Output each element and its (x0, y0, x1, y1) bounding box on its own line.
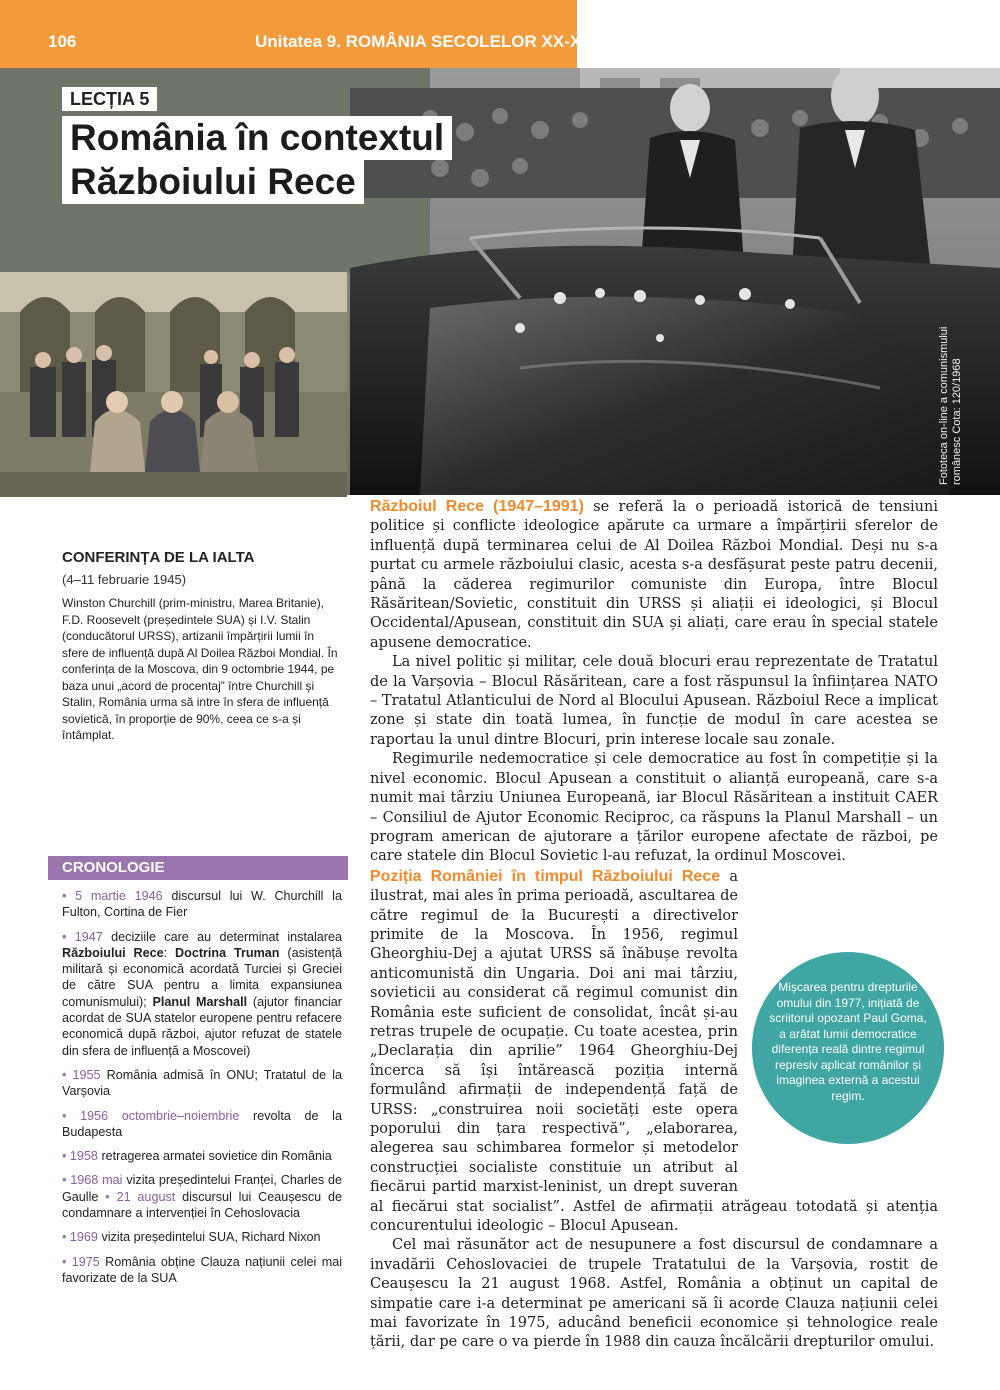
chronology-text: discursul lui W. Churchill la Fulton, Cortina de Fier (62, 889, 342, 920)
chronology-date: 1947 (74, 929, 103, 944)
chronology-item (62, 888, 342, 921)
photo-credit-line1: Fototeca on-line a comunismului (938, 326, 950, 485)
page-number: 106 (48, 32, 77, 51)
bullet-icon: • (62, 1067, 73, 1082)
yalta-photo (0, 272, 347, 497)
chronology-date: 21 august (116, 1189, 176, 1204)
body-paragraph-5: Cel mai răsunător act de nesupunere a fost discursul de condamnare a invadării Cehoslovaciei de trupele Tratatului de la Varșovia, rostit de Ceaușescu la 21 august 1968. Astfel, România a obținut un capital de simpatie care i-a determinat pe americani să îi acorde Clauza națiunii celei mai favorizate în 1975, aducând beneficii economice și tehnologice reale țării, dar pe care o va pierde în 1988 din cauza încălcării drepturilor omului. (370, 1237, 938, 1351)
chronology-date: 1956 octombrie–noiembrie (80, 1108, 240, 1123)
photo-credit-line2: românesc Cota: 120/1968 (951, 358, 963, 485)
chronology-item (62, 1172, 342, 1221)
lesson-title-line1: România în contextul (70, 117, 445, 158)
bullet-icon: • (62, 1230, 70, 1245)
chronology-text: discursul lui Ceaușescu de condamnare a intervenției în Cehoslovacia (62, 1189, 342, 1221)
lesson-title-line1-box (62, 116, 452, 160)
body-highlight: Poziția României în timpul Războiului Rece (370, 867, 721, 885)
chronology-text: retragerea armatei sovietice din România (97, 1149, 332, 1164)
chronology-date: 1968 mai (70, 1173, 123, 1188)
bullet-icon: • (62, 1108, 81, 1123)
chronology-bold: Războiului Rece (62, 945, 164, 960)
body-paragraph-3: Regimurile nedemocratice și cele democratice au fost în competiție și la nivel economic. Blocul Apusean a constituit o alianță europeană, care s-a numit mai târziu Uniunea Europeană, iar Blocul Răsăritean a instituit CAER – Consiliul de Ajutor Economic Reciproc, ca răspuns la Planul Marshall – un program american de ajutorare a țărilor europene afectate de război, pe care statele din Blocul Sovietic l-au refuzat, la ordinul Moscovei. (370, 751, 938, 865)
chronology-text: România admisă în ONU; Tratatul de la Varșovia (62, 1067, 342, 1099)
body-paragraph-1 (370, 497, 938, 653)
chronology-bold: Doctrina Truman (175, 945, 280, 960)
body-paragraph-2: La nivel politic și militar, cele două blocuri erau reprezentate de Tratatul de la Varșovia – Blocul Răsăritean, care a fost răspunsul la înființarea NATO – Tratatul Atlanticului de Nord al Blocului Apusean. Războiul Rece a implicat zone și state din toată lumea, în funcție de modul în care acestea se raportau la unul dintre Blocuri, prin interese locale sau zonale. (370, 654, 938, 748)
chronology-list (62, 888, 342, 1294)
bullet-icon: • (62, 1173, 71, 1188)
chronology-text: (asistență militară și economică acordată Turciei și Greciei de către SUA pentru a limita expansiunea comunismului); (62, 945, 342, 1009)
chronology-text: România obține Clauza națiunii celei mai favorizate de la SUA (62, 1254, 342, 1285)
chronology-text: vizita președintelui Franței, Charles de Gaulle (62, 1173, 342, 1204)
unit-title: Unitatea 9. ROMÂNIA SECOLELOR XX-XXI (255, 32, 598, 51)
yalta-heading: CONFERINȚA DE LA IALTA (62, 549, 255, 566)
yalta-caption: Winston Churchill (prim-ministru, Marea Britanie), F.D. Roosevelt (președintele SUA) și I.V. Stalin (conducătorul URSS), artizanii împărțirii lumii în sfere de influență după Al Doilea Război Mondial. În conferința de la Moscova, din 9 octombrie 1944, pe baza unui „acord de procentaj” între Churchill și Stalin, România urma să intre în sfera de influență sovietică, în proporție de 90%, ceea ce s-a și întâmplat. (62, 596, 338, 742)
chronology-text: deciziile care au determinat instalarea (102, 929, 342, 944)
bullet-icon: • (105, 1189, 110, 1204)
lesson-title-line2: Războiului Rece (70, 161, 356, 202)
photo-credit (938, 327, 964, 485)
chronology-title: CRONOLOGIE (62, 859, 165, 876)
chronology-item (62, 1067, 342, 1100)
body-text (370, 497, 938, 1353)
yalta-dates: (4–11 februarie 1945) (62, 572, 187, 587)
lesson-label: LECȚIA 5 (70, 89, 150, 109)
callout-text: Mișcarea pentru drepturile omului din 1977, inițiată de scriitorul opozant Paul Goma, a arătat lumii democratice diferența reală dintre regimul represiv aplicat românilor și imaginea externă a acestui regim. (769, 980, 927, 1103)
body-text-span: a ilustrat, mai ales în prima perioadă, ascultarea de către regimul de la București a directivelor primite de la Moscova. În 1956, regimul Gheorghiu-Dej a ajutat URSS să înăbușe revolta anticomunistă din Ungaria. Doi ani mai târziu, sovieticii au considerat că regimul comunist din România este suficient de consolidat, încât și-au retras trupele de ocupație. Cu toate acestea, prin „Declarația din aprilie” 1964 Gheorghiu-Dej încerca să își întărească poziția internă formulând afirmații de independență față de URSS: „construirea noii societăți este opera poporului din țara respectivă”, „elaborarea, alegerea sau schimbarea formelor și metodelor construcției socialiste constituie un atribut al fiecărui partid marxist-leninist, un drept suveran al fiecărui stat socialist”. Astfel de afirmații atrăgeau totodată și atenția concurentului ideologic – Blocul Apusean. (370, 868, 938, 1235)
bullet-icon: • (62, 1149, 70, 1164)
bullet-icon: • (62, 929, 75, 944)
chronology-text: revolta de la Budapesta (62, 1108, 342, 1139)
chronology-item (62, 1229, 342, 1245)
chronology-date: 1969 (69, 1230, 98, 1245)
body-highlight: Războiul Rece (1947–1991) (370, 498, 584, 515)
chronology-date: 1975 (71, 1254, 100, 1269)
bullet-icon: • (62, 889, 76, 903)
chronology-text: vizita președintelui SUA, Richard Nixon (97, 1230, 321, 1245)
chronology-text: : (163, 945, 176, 960)
body-text-span: se referă la o perioadă istorică de tensiuni politice și conflicte ideologice apărute ca urmare a împărțirii sferelor de influență după terminarea celui de Al Doilea Război Mondial. Deși nu s-a purtat cu armele războiului clasic, acesta s-a desfășurat peste patru decenii, până la căderea regimurilor comuniste din Europa, între Blocul Răsăritean/Sovietic, constituit din URSS și aliații ei ideologici, și Blocul Occidental/Apusean, constituit din SUA și aliați, care erau în special statele apusene democratice. (370, 499, 938, 651)
chronology-item (62, 1108, 342, 1141)
chronology-item (62, 929, 342, 1059)
lesson-title-line2-box (62, 160, 364, 204)
bullet-icon: • (62, 1254, 72, 1269)
chronology-item (62, 1148, 342, 1164)
lesson-label-box (62, 87, 157, 111)
chronology-text: (ajutor financiar acordat de SUA statelor europene pentru refacere economică după război, ajutor refuzat de statele din sfera de influență a Moscovei) (62, 994, 342, 1058)
chronology-item (62, 1254, 342, 1287)
chronology-bold: Planul Marshall (152, 994, 248, 1009)
chronology-date: 1958 (69, 1149, 98, 1164)
chronology-date: 1955 (72, 1067, 101, 1082)
yalta-photo-illustration (0, 272, 347, 497)
chronology-date: 5 martie 1946 (75, 889, 163, 903)
